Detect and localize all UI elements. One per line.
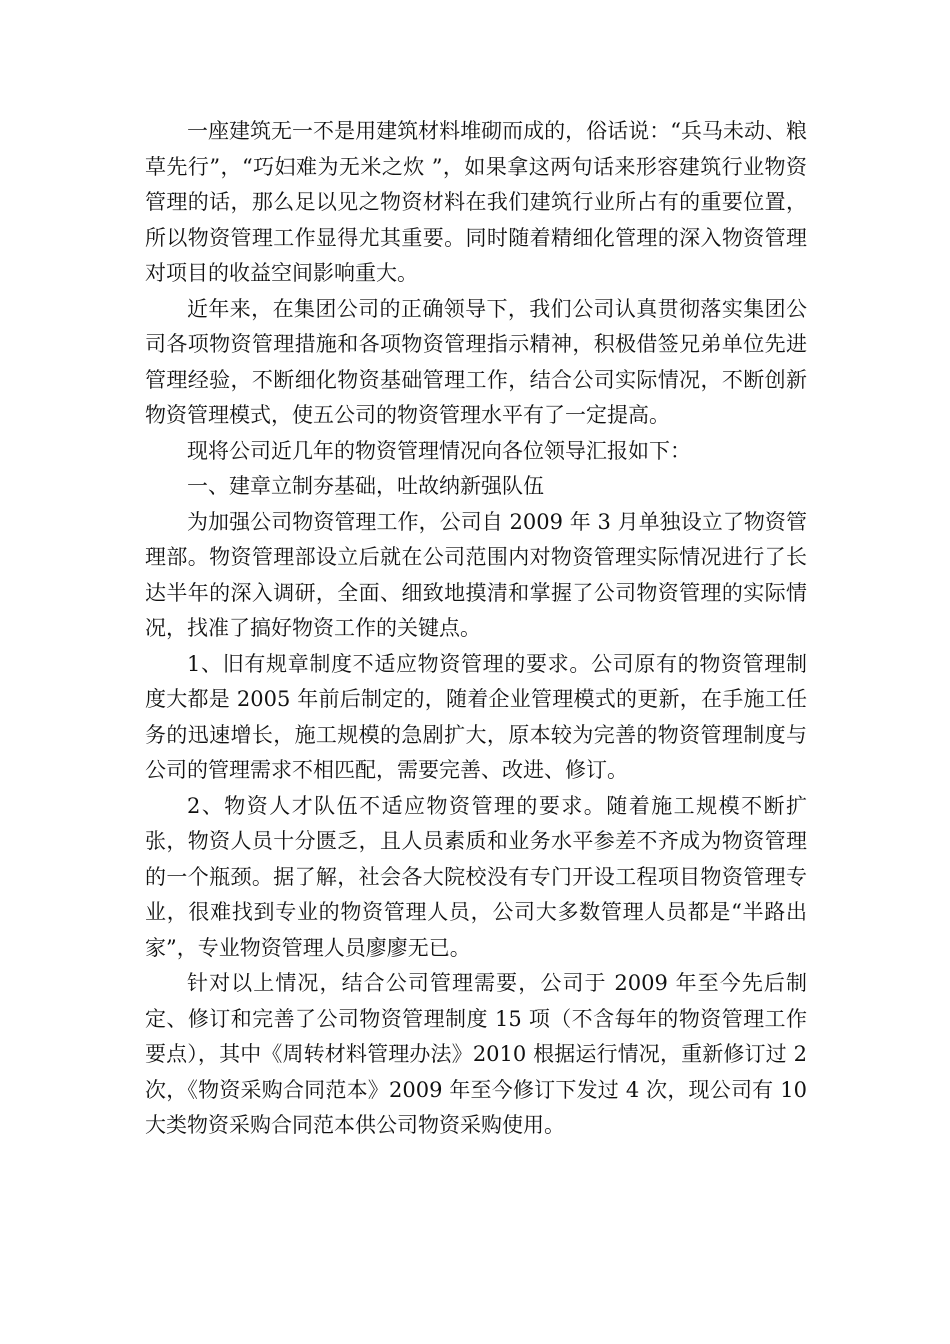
paragraph-department-setup: 为加强公司物资管理工作，公司自 2009 年 3 月单独设立了物资管理部。物资管理部设立后就在公司范围内对物资管理实际情况进行了长达半年的深入调研，全面、细致地摸清和掌握了公司物资管理的实际情况，找准了搞好物资工作的关键点。	[145, 509, 807, 640]
paragraph-recent-years: 近年来，在集团公司的正确领导下，我们公司认真贯彻落实集团公司各项物资管理措施和各项物资管理指示精神，积极借签兄弟单位先进管理经验，不断细化物资基础管理工作，结合公司实际情况，不断创新物资管理模式，使五公司的物资管理水平有了一定提高。	[145, 296, 807, 427]
paragraph-point-2: 2、物资人才队伍不适应物资管理的要求。随着施工规模不断扩张，物资人员十分匮乏，且人员素质和业务水平参差不齐成为物资管理的一个瓶颈。据了解，社会各大院校没有专门开设工程项目物资管理专业，很难找到专业的物资管理人员，公司大多数管理人员都是“半路出家”，专业物资管理人员廖廖无已。	[145, 793, 807, 960]
section-heading-1: 一、建章立制夯基础，吐故纳新强队伍	[187, 474, 544, 498]
document-body	[145, 114, 807, 1144]
paragraph-measures: 针对以上情况，结合公司管理需要，公司于 2009 年至今先后制定、修订和完善了公司物资管理制度 15 项（不含每年的物资管理工作要点），其中《周转材料管理办法》2010 根据运行情况，重新修订过 2 次，《物资采购合同范本》2009 年至今修订下发过 4 次，现公司有 10 大类物资采购合同范本供公司物资采购使用。	[145, 971, 807, 1137]
paragraph-point-1: 1、旧有规章制度不适应物资管理的要求。公司原有的物资管理制度大都是 2005 年前后制定的，随着企业管理模式的更新，在手施工任务的迅速增长，施工规模的急剧扩大，原本较为完善的物资管理制度与公司的管理需求不相匹配，需要完善、改进、修订。	[145, 651, 807, 782]
paragraph-intro: 一座建筑无一不是用建筑材料堆砌而成的，俗话说：“兵马未动、粮草先行”，“巧妇难为无米之炊 ”，如果拿这两句话来形容建筑行业物资管理的话，那么足以见之物资材料在我们建筑行业所占有的重要位置，所以物资管理工作显得尤其重要。同时随着精细化管理的深入物资管理对项目的收益空间影响重大。	[145, 119, 807, 285]
paragraph-report-lead: 现将公司近几年的物资管理情况向各位领导汇报如下：	[187, 438, 691, 463]
